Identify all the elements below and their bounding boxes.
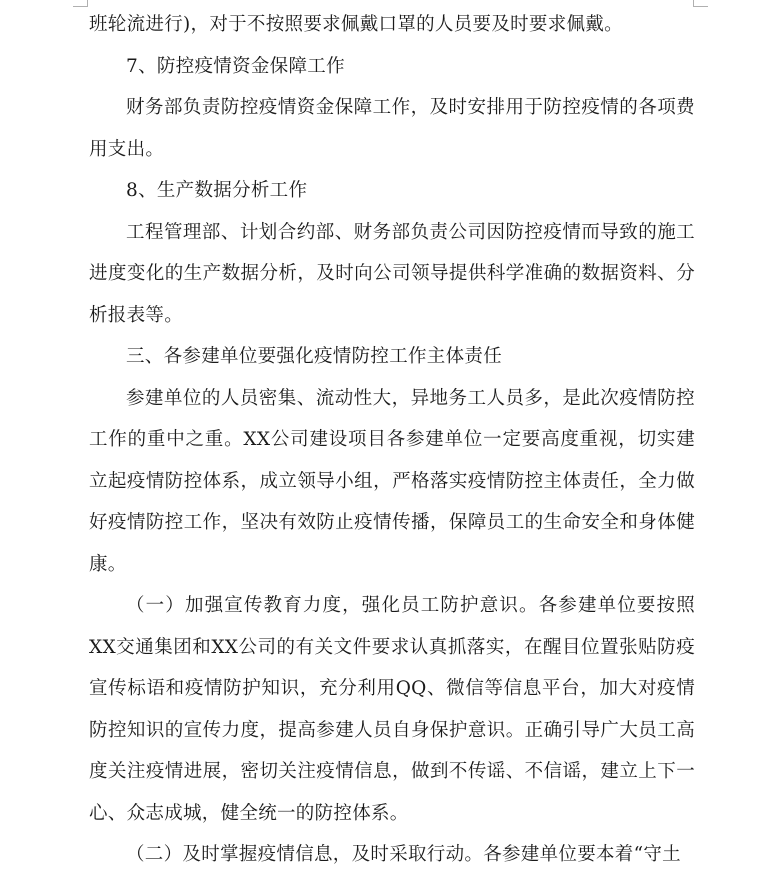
page-corner-mark-right (693, 0, 708, 7)
document-body (89, 4, 695, 876)
paragraph-epidemic-info: （二）及时掌握疫情信息，及时采取行动。各参建单位要本着“守土 (126, 844, 681, 865)
paragraph-fund-guarantee: 财务部负责防控疫情资金保障工作，及时安排用于防控疫情的各项费用支出。 (89, 97, 695, 160)
heading-fund-guarantee: 7、防控疫情资金保障工作 (126, 55, 345, 77)
paragraph-unit-responsibility: 参建单位的人员密集、流动性大，异地务工人员多，是此次疫情防控工作的重中之重。XX公司建设项目各参建单位一定要高度重视，切实建立起疫情防控体系，成立领导小组，严格落实疫情防控主体责任，全力做好疫情防控工作，坚决有效防止疫情传播，保障员工的生命安全和身体健康。 (89, 387, 695, 575)
paragraph-publicity-education: （一）加强宣传教育力度，强化员工防护意识。各参建单位要按照XX交通集团和XX公司的有关文件要求认真抓落实，在醒目位置张贴防疫宣传标语和疫情防护知识，充分利用QQ、微信等信息平台，加大对疫情防控知识的宣传力度，提高参建人员自身保护意识。正确引导广大员工高度关注疫情进展，密切关注疫情信息，做到不传谣、不信谣，建立上下一心、众志成城，健全统一的防控体系。 (89, 595, 695, 824)
heading-production-data: 8、生产数据分析工作 (126, 180, 308, 201)
paragraph-continuation: 班轮流进行)，对于不按照要求佩戴口罩的人员要及时要求佩戴。 (89, 14, 623, 35)
section-heading-3: 三、各参建单位要强化疫情防控工作主体责任 (126, 346, 503, 367)
page-corner-mark-left (73, 0, 88, 7)
paragraph-production-data: 工程管理部、计划合约部、财务部负责公司因防控疫情而导致的施工进度变化的生产数据分析，及时向公司领导提供科学准确的数据资料、分析报表等。 (89, 221, 695, 326)
